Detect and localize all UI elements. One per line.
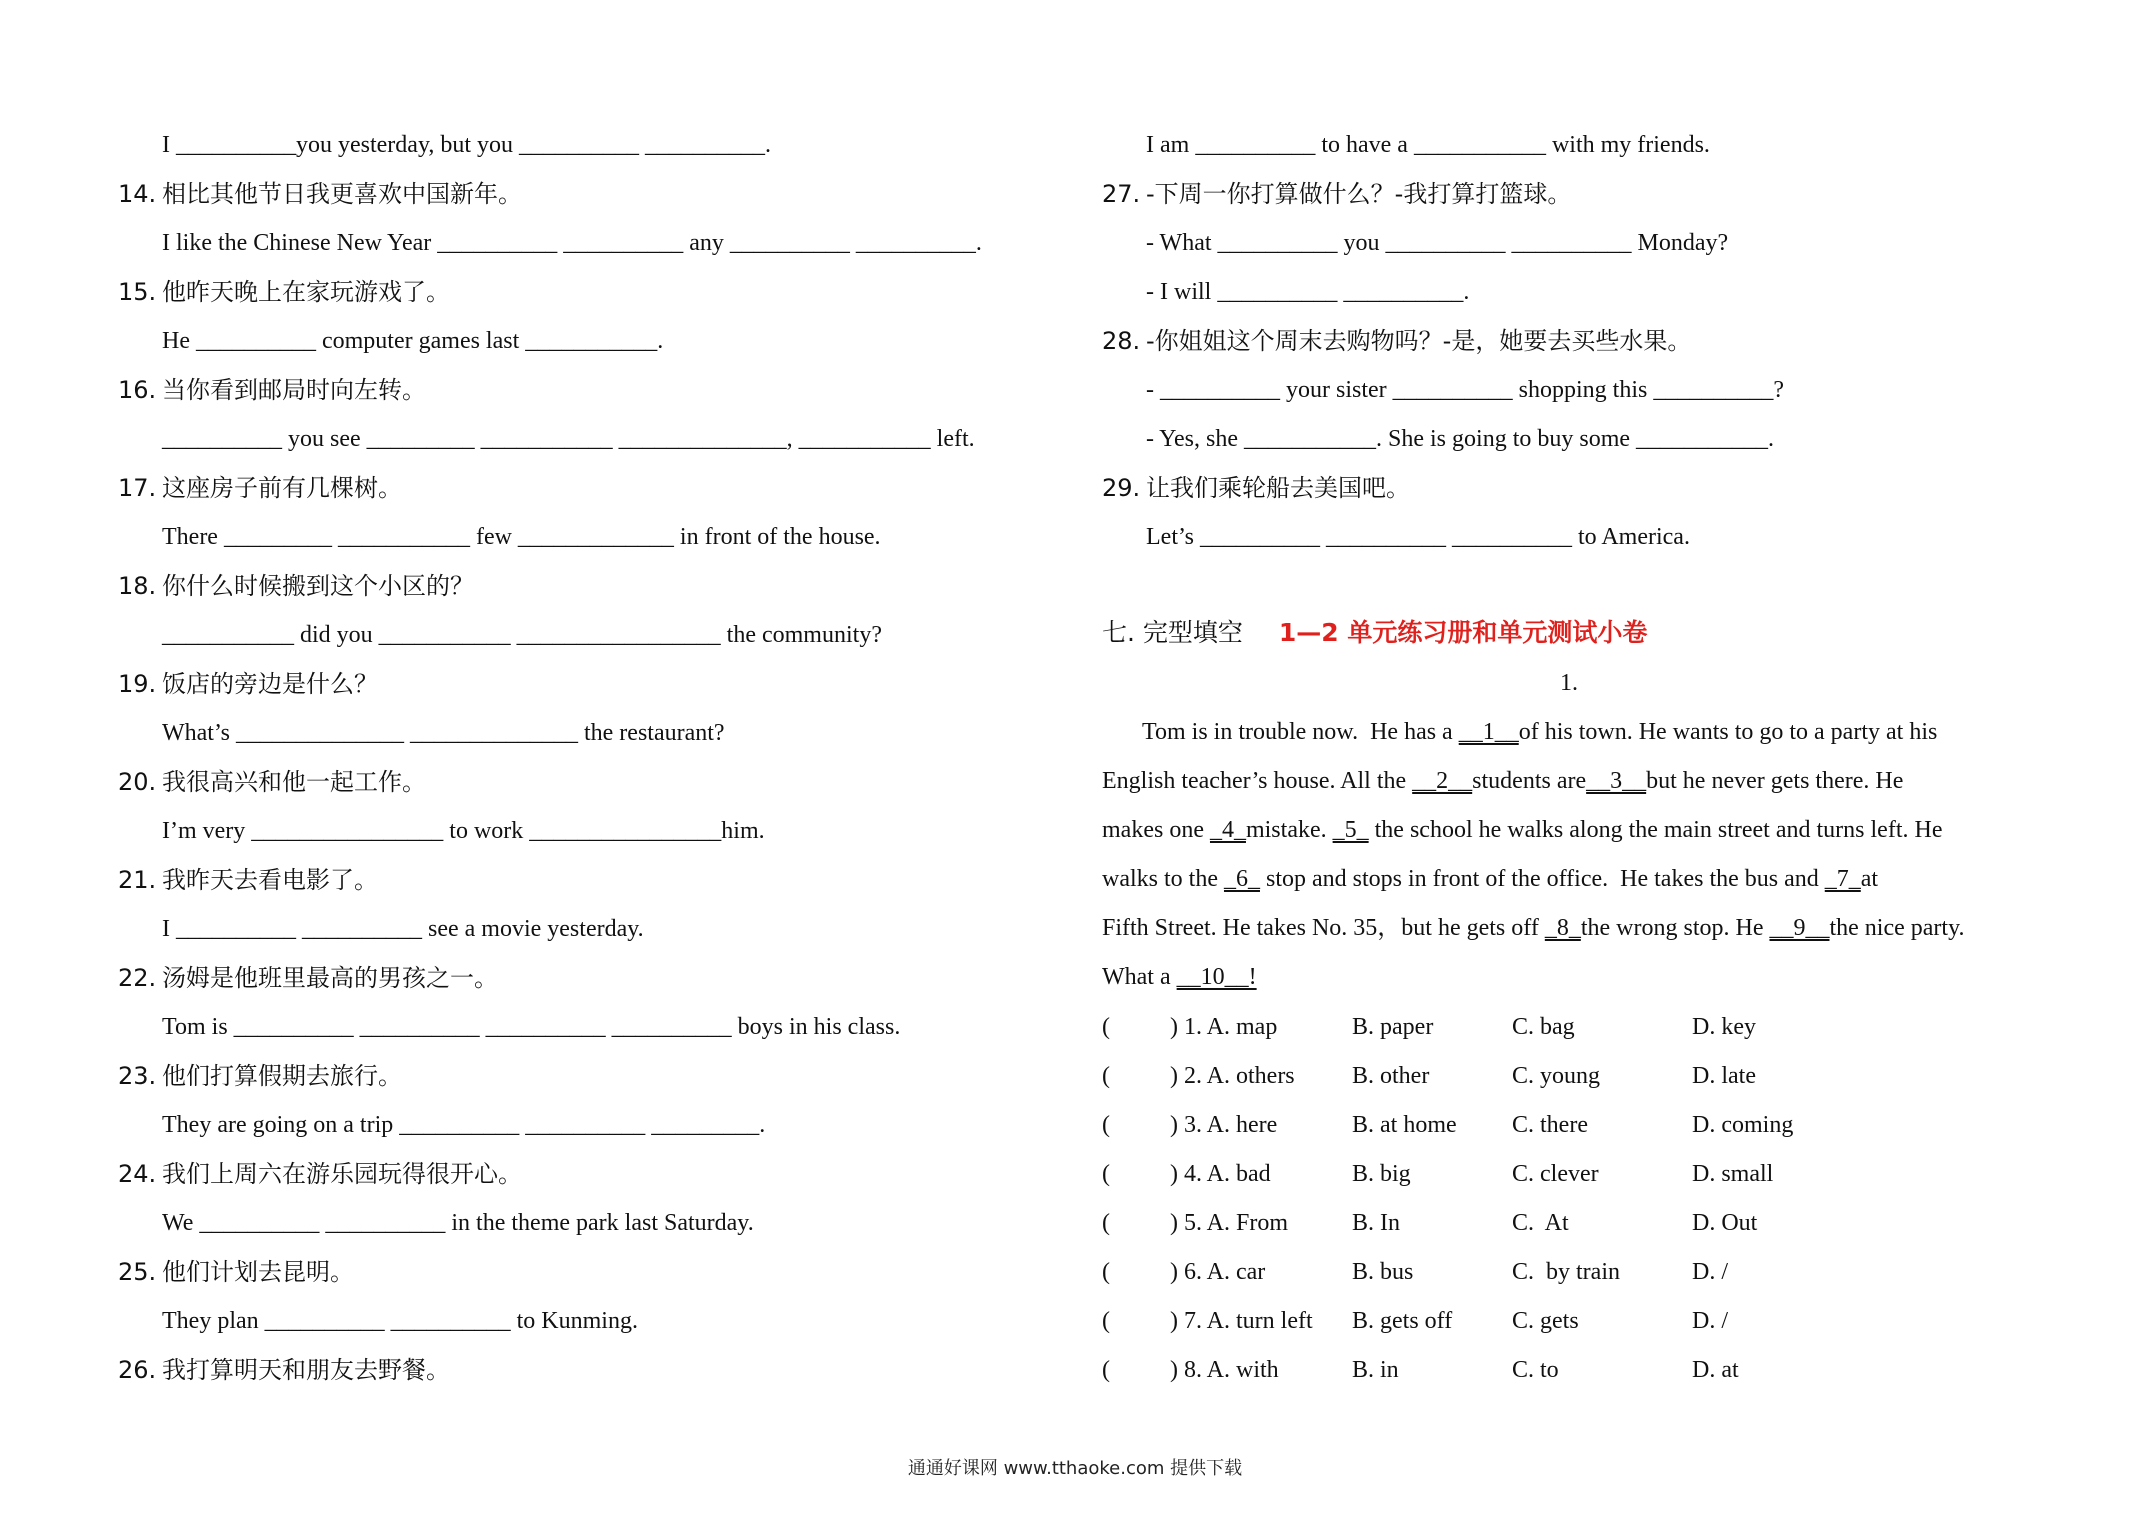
line-text: -下周一你打算做什么？-我打算打篮球。 (1146, 180, 1572, 208)
option-question: ( ) 1. A. map (1102, 1014, 1278, 1040)
line-text: -你姐姐这个周末去购物吗？-是，她要去买些水果。 (1146, 327, 1692, 355)
line-text: He __________ computer games last ___________. (162, 328, 664, 354)
section-heading (1102, 618, 1647, 648)
question-prompt (1102, 473, 1410, 503)
passage-text: stop and stops in front of the office. He takes the bus and (1259, 866, 1825, 892)
option-choice: B. at home (1352, 1112, 1457, 1138)
line-text: - Yes, she ___________. She is going to buy some ___________. (1146, 426, 1775, 452)
passage-text: walks to the (1102, 866, 1224, 892)
line-text: They plan __________ __________ to Kunming. (162, 1308, 638, 1334)
question-number: 14. (118, 180, 157, 208)
option-choice: C. gets (1512, 1308, 1579, 1334)
question-prompt (118, 767, 426, 797)
question-prompt (118, 375, 426, 405)
line-text: 当你看到邮局时向左转。 (162, 376, 426, 404)
line-text: __________ you see _________ ___________ ______________, ___________ left. (162, 426, 975, 452)
option-choice: C. At (1512, 1210, 1569, 1236)
question-number: 24. (118, 1160, 157, 1188)
answer-line (1146, 522, 1690, 552)
question-number: 17. (118, 474, 157, 502)
line-text: ___________ did you ___________ _________________ the community? (162, 622, 882, 648)
option-choice: C. there (1512, 1112, 1588, 1138)
answer-line (1146, 130, 1710, 160)
question-number: 29. (1102, 474, 1141, 502)
passage-text: students are (1472, 768, 1587, 794)
passage-line (1102, 962, 1257, 992)
option-choice: D. at (1692, 1357, 1739, 1383)
line-text: We __________ __________ in the theme park last Saturday. (162, 1210, 754, 1236)
line-text: 汤姆是他班里最高的男孩之一。 (162, 964, 498, 992)
line-text: Let’s __________ __________ __________ to America. (1146, 524, 1690, 550)
line-text: I __________you yesterday, but you __________ __________. (162, 132, 772, 158)
line-text: - What __________ you __________ __________ Monday? (1146, 230, 1729, 256)
line-text: They are going on a trip __________ __________ _________. (162, 1112, 766, 1138)
answer-line (162, 816, 765, 846)
answer-line (162, 1110, 765, 1140)
question-prompt (118, 669, 378, 699)
option-choice: C. clever (1512, 1161, 1599, 1187)
blank-number: __10__! (1176, 964, 1257, 990)
passage-line (1102, 766, 1903, 796)
line-text: 让我们乘轮船去美国吧。 (1146, 474, 1410, 502)
passage-text: makes one (1102, 817, 1210, 843)
answer-line (162, 1306, 638, 1336)
option-question: ( ) 3. A. here (1102, 1112, 1278, 1138)
blank-number: _8_ (1544, 915, 1581, 941)
option-choice: C. to (1512, 1357, 1559, 1383)
passage-line (1102, 913, 1965, 943)
question-prompt (118, 571, 474, 601)
line-text: 你什么时候搬到这个小区的？ (162, 572, 474, 600)
option-question: ( ) 2. A. others (1102, 1063, 1295, 1089)
line-text: 我很高兴和他一起工作。 (162, 768, 426, 796)
answer-line (162, 718, 725, 748)
question-number: 23. (118, 1062, 157, 1090)
line-text: I’m very ________________ to work ________________him. (162, 818, 765, 844)
line-text: What’s ______________ ______________ the restaurant? (162, 720, 725, 746)
blank-number: __3__ (1586, 768, 1647, 794)
option-choice: B. bus (1352, 1259, 1414, 1285)
question-prompt (118, 963, 498, 993)
answer-line (162, 424, 975, 454)
option-choice: C. bag (1512, 1014, 1575, 1040)
question-number: 21. (118, 866, 157, 894)
section-label: 七. 完型填空 (1102, 618, 1243, 647)
answer-line (162, 130, 771, 160)
line-text: 饭店的旁边是什么？ (162, 670, 378, 698)
answer-line (162, 522, 881, 552)
question-prompt (118, 473, 402, 503)
line-text: I am __________ to have a ___________ with my friends. (1146, 132, 1710, 158)
question-prompt (1102, 179, 1571, 209)
question-number: 25. (118, 1258, 157, 1286)
question-number: 20. (118, 768, 157, 796)
line-text: Tom is __________ __________ __________ __________ boys in his class. (162, 1014, 901, 1040)
option-choice: C. by train (1512, 1259, 1620, 1285)
blank-number: _6_ (1223, 866, 1260, 892)
passage-number: 1. (1560, 670, 1578, 696)
line-text: There _________ ___________ few _____________ in front of the house. (162, 524, 881, 550)
line-text: - __________ your sister __________ shopping this __________? (1146, 377, 1784, 403)
blank-number: _5_ (1332, 817, 1369, 843)
blank-number: __9__ (1769, 915, 1830, 941)
passage-text: the nice party. (1829, 915, 1965, 941)
question-prompt (118, 277, 450, 307)
line-text: 他们打算假期去旅行。 (162, 1062, 402, 1090)
option-choice: D. small (1692, 1161, 1774, 1187)
option-question: ( ) 7. A. turn left (1102, 1308, 1313, 1334)
passage-text: Tom is in trouble now. He has a (1142, 719, 1459, 745)
answer-line (162, 228, 982, 258)
option-choice: B. paper (1352, 1014, 1434, 1040)
option-choice: B. in (1352, 1357, 1399, 1383)
question-number: 19. (118, 670, 157, 698)
answer-line (1146, 375, 1784, 405)
option-choice: D. coming (1692, 1112, 1794, 1138)
passage-text: at (1860, 866, 1879, 892)
question-prompt (118, 1355, 450, 1385)
line-text: 我们上周六在游乐园玩得很开心。 (162, 1160, 522, 1188)
question-prompt (118, 1159, 522, 1189)
answer-line (162, 620, 882, 650)
option-choice: D. / (1692, 1259, 1728, 1285)
answer-line (1146, 228, 1728, 258)
passage-text: the wrong stop. He (1580, 915, 1770, 941)
passage-line (1142, 717, 1937, 747)
option-question: ( ) 5. A. From (1102, 1210, 1288, 1236)
question-prompt (118, 179, 522, 209)
line-text: 这座房子前有几棵树。 (162, 474, 402, 502)
line-text: 我昨天去看电影了。 (162, 866, 378, 894)
option-choice: B. In (1352, 1210, 1400, 1236)
passage-text: Fifth Street. He takes No. 35，but he gets off (1102, 915, 1545, 941)
answer-line (162, 1012, 900, 1042)
option-choice: D. late (1692, 1063, 1756, 1089)
answer-line (1146, 277, 1469, 307)
passage-text: English teacher’s house. All the (1102, 768, 1413, 794)
option-choice: D. Out (1692, 1210, 1758, 1236)
passage-text: mistake. (1245, 817, 1333, 843)
blank-number: __2__ (1412, 768, 1473, 794)
section-source-note: 1—2 单元练习册和单元测试小卷 (1278, 618, 1648, 647)
question-number: 16. (118, 376, 157, 404)
blank-number: _4_ (1209, 817, 1246, 843)
option-question: ( ) 8. A. with (1102, 1357, 1279, 1383)
question-number: 22. (118, 964, 157, 992)
passage-text: but he never gets there. He (1646, 768, 1904, 794)
option-question: ( ) 6. A. car (1102, 1259, 1266, 1285)
passage-text: the school he walks along the main street and turns left. He (1368, 817, 1943, 843)
question-number: 27. (1102, 180, 1141, 208)
question-prompt (118, 865, 378, 895)
passage-line (1102, 864, 1878, 894)
option-choice: D. / (1692, 1308, 1728, 1334)
answer-line (162, 1208, 754, 1238)
line-text: 他昨天晚上在家玩游戏了。 (162, 278, 450, 306)
option-choice: D. key (1692, 1014, 1756, 1040)
passage-text: of his town. He wants to go to a party at his (1518, 719, 1938, 745)
answer-line (162, 326, 663, 356)
question-prompt (1102, 326, 1691, 356)
page-footer: 通通好课网 www.tthaoke.com 提供下载 (907, 1458, 1243, 1479)
question-prompt (118, 1061, 402, 1091)
line-text: 我打算明天和朋友去野餐。 (162, 1356, 450, 1384)
question-number: 18. (118, 572, 157, 600)
passage-line (1102, 815, 1942, 845)
option-choice: B. gets off (1352, 1308, 1453, 1334)
answer-line (162, 914, 644, 944)
line-text: I __________ __________ see a movie yesterday. (162, 916, 644, 942)
line-text: 他们计划去昆明。 (162, 1258, 354, 1286)
passage-text: What a (1102, 964, 1177, 990)
option-question: ( ) 4. A. bad (1102, 1161, 1271, 1187)
blank-number: __1__ (1458, 719, 1519, 745)
question-number: 15. (118, 278, 157, 306)
blank-number: _7_ (1824, 866, 1861, 892)
question-number: 28. (1102, 327, 1141, 355)
line-text: 相比其他节日我更喜欢中国新年。 (162, 180, 522, 208)
option-choice: C. young (1512, 1063, 1601, 1089)
line-text: - I will __________ __________. (1146, 279, 1470, 305)
question-prompt (118, 1257, 354, 1287)
question-number: 26. (118, 1356, 157, 1384)
option-choice: B. big (1352, 1161, 1411, 1187)
answer-line (1146, 424, 1774, 454)
line-text: I like the Chinese New Year __________ __________ any __________ __________. (162, 230, 982, 256)
option-choice: B. other (1352, 1063, 1430, 1089)
